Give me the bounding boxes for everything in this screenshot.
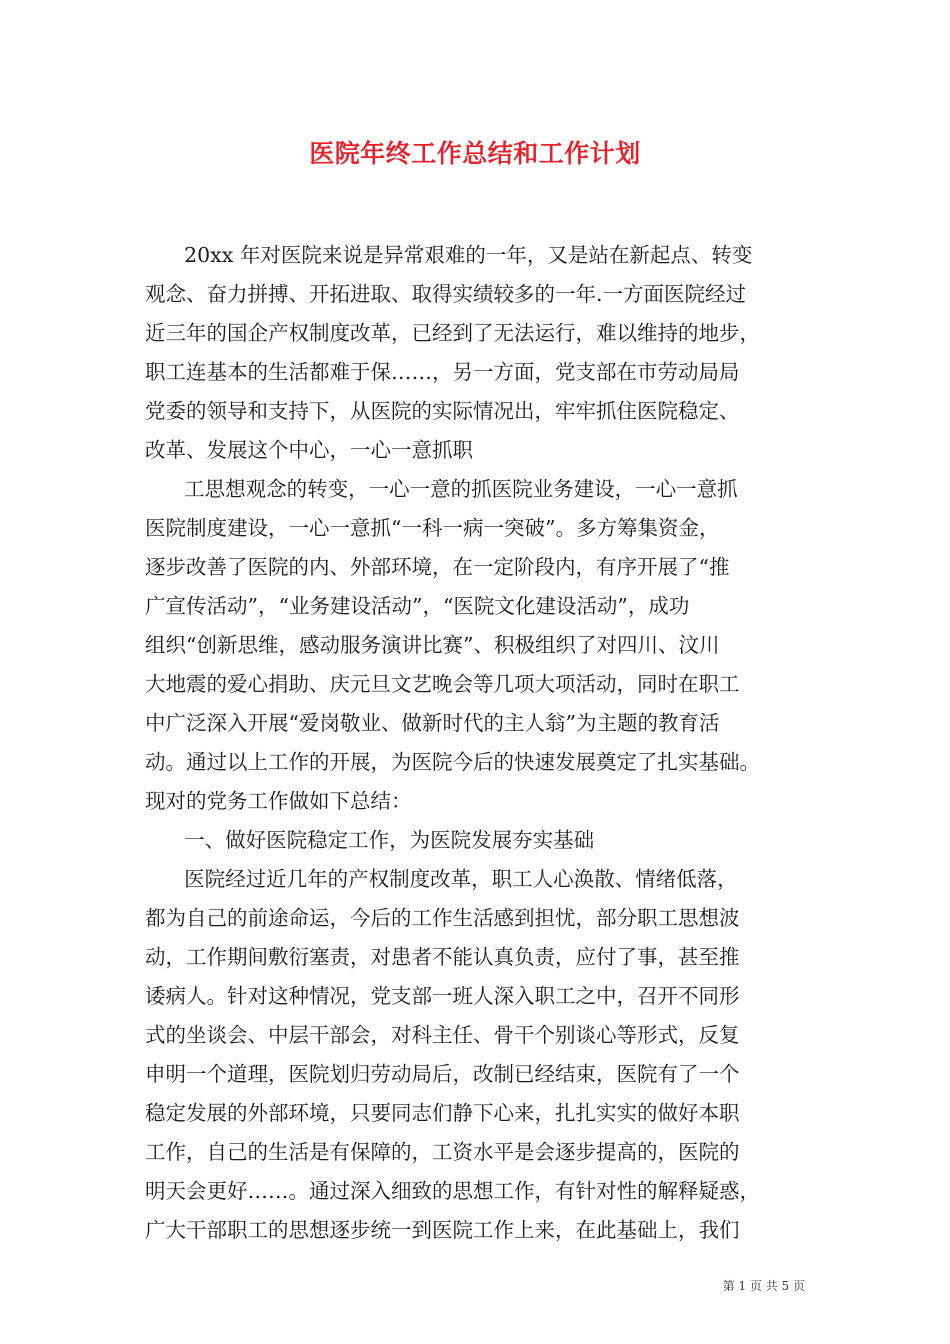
- body-line: 20xx 年对医院来说是异常艰难的一年，又是站在新起点、转变: [145, 243, 753, 267]
- body-line: 逐步改善了医院的内、外部环境，在一定阶段内，有序开展了“推: [145, 555, 730, 579]
- body-line: 申明一个道理，医院划归劳动局后，改制已经结束，医院有了一个: [145, 1062, 740, 1086]
- body-line: 动，工作期间敷衍塞责，对患者不能认真负责，应付了事，甚至推: [145, 945, 740, 969]
- body-line: 组织“创新思维，感动服务演讲比赛”、积极组织了对四川、汶川: [145, 633, 720, 657]
- body-line: 工思想观念的转变，一心一意的抓医院业务建设，一心一意抓: [145, 477, 738, 501]
- body-line: 职工连基本的生活都难于保……，另一方面，党支部在市劳动局局: [145, 360, 740, 384]
- body-line: 广大干部职工的思想逐步统一到医院工作上来，在此基础上，我们: [145, 1218, 740, 1242]
- body-line: 近三年的国企产权制度改革，已经到了无法运行，难以维持的地步，: [145, 321, 760, 345]
- body-line: 都为自己的前途命运，今后的工作生活感到担忧，部分职工思想波: [145, 906, 740, 930]
- body-line: 大地震的爱心捐助、庆元旦文艺晚会等几项大项活动，同时在职工: [145, 672, 740, 696]
- body-line: 动。通过以上工作的开展，为医院今后的快速发展奠定了扎实基础。: [145, 750, 760, 774]
- document-body: [145, 236, 815, 1250]
- document-title: 医院年终工作总结和工作计划: [309, 139, 641, 168]
- body-line: 诿病人。针对这种情况，党支部一班人深入职工之中，召开不同形: [145, 984, 740, 1008]
- body-line: 医院制度建设，一心一意抓“一科一病一突破”。多方筹集资金，: [145, 516, 720, 540]
- page-number: 第 1 页 共 5 页: [722, 1279, 805, 1293]
- body-line: 稳定发展的外部环境，只要同志们静下心来，扎扎实实的做好本职: [145, 1101, 740, 1125]
- body-line: 中广泛深入开展“爱岗敬业、做新时代的主人翁”为主题的教育活: [145, 711, 720, 735]
- body-line: 明天会更好……。通过深入细致的思想工作，有针对性的解释疑惑，: [145, 1179, 760, 1203]
- section-heading: 一、做好医院稳定工作，为医院发展夯实基础: [145, 828, 595, 852]
- body-line: 式的坐谈会、中层干部会，对科主任、骨干个别谈心等形式，反复: [145, 1023, 740, 1047]
- body-line: 改革、发展这个中心，一心一意抓职: [145, 438, 473, 462]
- body-line: 观念、奋力拼搏、开拓进取、取得实绩较多的一年.一方面医院经过: [145, 282, 747, 306]
- body-line: 医院经过近几年的产权制度改革，职工人心涣散、情绪低落，: [145, 867, 738, 891]
- body-line: 现对的党务工作做如下总结：: [145, 789, 412, 813]
- body-line: 广宣传活动”，“业务建设活动”，“医院文化建设活动”，成功: [145, 594, 690, 618]
- body-line: 工作，自己的生活是有保障的，工资水平是会逐步提高的，医院的: [145, 1140, 740, 1164]
- body-line: 党委的领导和支持下，从医院的实际情况出，牢牢抓住医院稳定、: [145, 399, 740, 423]
